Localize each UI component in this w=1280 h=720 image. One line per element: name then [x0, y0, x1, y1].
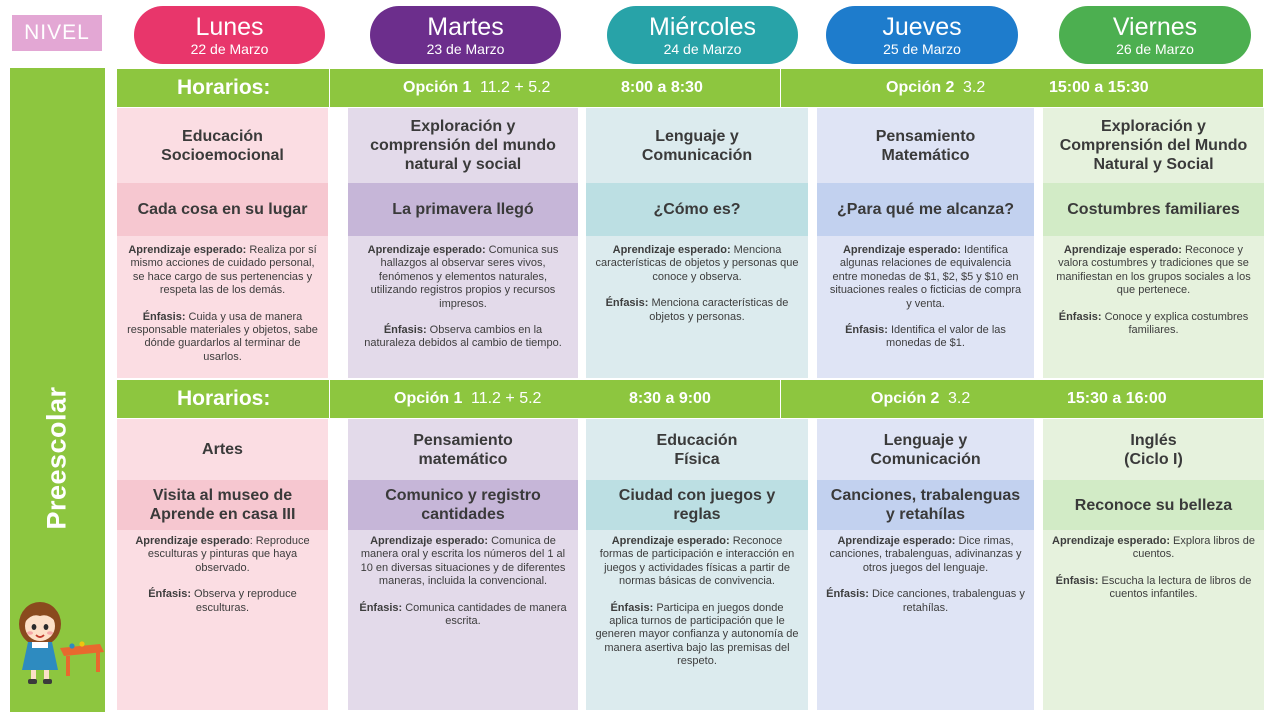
enfasis-label: Énfasis:	[383, 324, 427, 337]
day-name: Viernes	[1112, 12, 1198, 41]
topic-text: ¿Para qué me alcanza?	[837, 201, 1014, 218]
option-2-label: Opción 2	[886, 79, 955, 96]
aprendizaje-esperado	[126, 535, 319, 575]
day-pill	[826, 6, 1018, 64]
aprendizaje-text: Reconoce y valora costumbres y tradiciones que se manifiestan en los grupos sociales a los que pertenece.	[1056, 244, 1251, 297]
aprendizaje-esperado	[826, 535, 1025, 575]
day-name: Miércoles	[649, 12, 756, 41]
aprendizaje-text: : Reproduce esculturas y pinturas que haya observado.	[147, 535, 310, 574]
enfasis	[357, 602, 569, 629]
day-name: Martes	[427, 12, 504, 41]
aprendizaje-label: Aprendizaje esperado:	[612, 244, 731, 256]
subject-text: Lenguaje y Comunicación	[870, 431, 981, 468]
enfasis-text: Cuida y usa de manera responsable materiales y objetos, sabe dónde guardarlos al terminar de usarlos.	[127, 310, 318, 363]
aprendizaje-text: Menciona características de objetos y personas que conoce y observa.	[595, 244, 799, 283]
topic-text: La primavera llegó	[392, 201, 534, 218]
day-date: 25 de Marzo	[883, 40, 961, 57]
topic-title	[348, 480, 578, 530]
day-date: 22 de Marzo	[190, 40, 269, 57]
schedule-cell	[117, 108, 328, 378]
subject-text: Pensamiento matemático	[413, 431, 513, 468]
enfasis-text: Identifica el valor de las monedas de $1.	[886, 324, 1006, 350]
aprendizaje-esperado	[126, 244, 319, 298]
aprendizaje-esperado	[595, 244, 799, 284]
topic-text: Costumbres familiares	[1067, 201, 1240, 218]
enfasis-label: Énfasis:	[1058, 310, 1102, 323]
option-1-channels: 11.2 + 5.2	[471, 390, 542, 407]
horarios-label: Horarios:	[177, 387, 271, 410]
schedule-cell	[117, 419, 328, 710]
schedule-cell	[1043, 419, 1264, 710]
enfasis-label: Énfasis:	[148, 588, 191, 601]
subject-text: Inglés (Ciclo I)	[1124, 431, 1183, 468]
day-name: Jueves	[882, 12, 962, 41]
aprendizaje-label: Aprendizaje esperado:	[1052, 535, 1170, 547]
girl-illustration-icon	[14, 596, 106, 686]
enfasis-label: Énfasis:	[610, 601, 654, 614]
enfasis-text: Participa en juegos donde aplica turnos de participación que le generen mayor confianza y autonomía de manera asertiva bajo las premisas del respeto.	[595, 601, 799, 668]
enfasis-label: Énfasis:	[826, 588, 869, 601]
horarios-bar	[117, 380, 1263, 418]
option-2-time: 15:00 a 15:30	[1049, 79, 1149, 96]
enfasis	[826, 324, 1025, 351]
enfasis	[357, 324, 569, 351]
topic-title	[817, 183, 1034, 236]
option-1-channels: 11.2 + 5.2	[480, 79, 551, 96]
aprendizaje-esperado	[1052, 535, 1255, 562]
aprendizaje-esperado	[1052, 244, 1255, 298]
day-pill	[134, 6, 325, 64]
enfasis-text: Comunica cantidades de manera escrita.	[402, 601, 567, 628]
option-2-time: 15:30 a 16:00	[1067, 390, 1167, 407]
topic-title	[117, 480, 328, 530]
schedule-cell	[348, 419, 578, 710]
aprendizaje-esperado	[357, 535, 569, 589]
enfasis-text: Escucha la lectura de libros de cuentos infantiles.	[1098, 574, 1252, 601]
bar-divider	[780, 69, 781, 107]
subject-title	[817, 108, 1034, 183]
bar-divider	[329, 380, 330, 418]
option-1-label: Opción 1	[394, 390, 463, 407]
subject-text: Exploración y Comprensión del Mundo Natural y Social	[1059, 118, 1248, 173]
aprendizaje-esperado	[357, 244, 569, 311]
aprendizaje-text: Realiza por sí mismo acciones de cuidado personal, se hace cargo de sus pertenencias y respeta las de los demás.	[130, 244, 317, 297]
enfasis-text: Dice canciones, trabalenguas y retahílas.	[868, 588, 1025, 614]
bar-divider	[780, 380, 781, 418]
enfasis-label: Énfasis:	[845, 324, 888, 337]
subject-title	[1043, 419, 1264, 480]
schedule-cell	[586, 419, 808, 710]
enfasis-text: Observa cambios en la naturaleza debidos al cambio de tiempo.	[364, 324, 562, 350]
aprendizaje-text: Reconoce formas de participación e interacción en juegos y actividades físicas a partir de normas básicas de convivencia.	[599, 535, 795, 588]
topic-text: Visita al museo de Aprende en casa III	[149, 487, 296, 523]
topic-text: ¿Cómo es?	[653, 201, 741, 218]
enfasis	[826, 588, 1025, 615]
horarios-label: Horarios:	[177, 76, 271, 99]
learning-description	[348, 244, 578, 351]
subject-text: Artes	[202, 441, 243, 458]
learning-description	[1043, 244, 1264, 337]
topic-title	[1043, 480, 1264, 530]
enfasis-label: Énfasis:	[359, 601, 403, 614]
option-2-label: Opción 2	[871, 390, 940, 407]
topic-text: Reconoce su belleza	[1074, 496, 1233, 514]
enfasis	[595, 297, 799, 324]
horarios-bar	[117, 69, 1263, 107]
day-date: 24 de Marzo	[663, 40, 742, 57]
aprendizaje-label: Aprendizaje esperado:	[370, 535, 489, 547]
option-1-label: Opción 1	[403, 79, 472, 96]
day-date: 23 de Marzo	[426, 40, 505, 57]
topic-title	[117, 183, 328, 236]
aprendizaje-text: Identifica algunas relaciones de equivalencia entre monedas de $1, $2, $5 y $10 en situaciones reales o ficticias de compra y venta.	[829, 244, 1022, 310]
enfasis-label: Énfasis:	[142, 310, 186, 323]
day-date: 26 de Marzo	[1116, 40, 1194, 57]
learning-description	[1043, 535, 1264, 602]
topic-title	[817, 480, 1034, 530]
subject-title	[117, 108, 328, 183]
bar-divider	[329, 69, 330, 107]
option-2-channels: 3.2	[963, 79, 986, 96]
schedule-cell	[586, 108, 808, 378]
enfasis-label: Énfasis:	[1055, 574, 1099, 587]
subject-title	[348, 419, 578, 480]
learning-description	[348, 535, 578, 628]
learning-description	[117, 244, 328, 364]
topic-text: Comunico y registro cantidades	[385, 487, 541, 523]
subject-title	[586, 108, 808, 183]
enfasis-text: Menciona características de objetos y personas.	[648, 297, 789, 323]
enfasis	[126, 311, 319, 365]
subject-text: Exploración y comprensión del mundo natural y social	[370, 118, 556, 173]
day-name: Lunes	[195, 12, 264, 41]
day-pill	[1059, 6, 1251, 64]
subject-title	[117, 419, 328, 480]
enfasis-text: Conoce y explica costumbres familiares.	[1101, 310, 1249, 337]
day-pill	[370, 6, 561, 64]
enfasis	[1052, 575, 1255, 602]
aprendizaje-label: Aprendizaje esperado:	[837, 535, 956, 547]
topic-title	[586, 183, 808, 236]
aprendizaje-label: Aprendizaje esperado:	[367, 244, 486, 256]
schedule-cell	[348, 108, 578, 378]
enfasis	[126, 588, 319, 615]
enfasis	[1052, 311, 1255, 338]
aprendizaje-label: Aprendizaje esperado:	[842, 244, 961, 256]
schedule-cell	[817, 419, 1034, 710]
aprendizaje-esperado	[826, 244, 1025, 311]
topic-text: Ciudad con juegos y reglas	[618, 487, 776, 523]
schedule-cell	[817, 108, 1034, 378]
subject-text: Pensamiento Matemático	[875, 127, 976, 164]
subject-text: Lenguaje y Comunicación	[641, 127, 753, 164]
subject-title	[817, 419, 1034, 480]
option-1-time: 8:30 a 9:00	[629, 390, 711, 407]
topic-title	[348, 183, 578, 236]
learning-description	[117, 535, 328, 615]
day-pill	[607, 6, 798, 64]
topic-title	[586, 480, 808, 530]
learning-description	[586, 244, 808, 324]
aprendizaje-esperado	[595, 535, 799, 589]
schedule-cell	[1043, 108, 1264, 378]
aprendizaje-text: Dice rimas, canciones, trabalenguas, adivinanzas y otros juegos del lenguaje.	[829, 535, 1022, 574]
subject-text: Educación Socioemocional	[161, 127, 284, 164]
aprendizaje-label: Aprendizaje esperado:	[128, 244, 247, 256]
aprendizaje-label: Aprendizaje esperado:	[1063, 244, 1182, 256]
aprendizaje-label: Aprendizaje esperado:	[611, 535, 730, 547]
enfasis-label: Énfasis:	[605, 297, 649, 310]
enfasis-text: Observa y reproduce esculturas.	[191, 588, 297, 614]
subject-title	[348, 108, 578, 183]
level-label: Preescolar	[41, 386, 72, 530]
option-1-time: 8:00 a 8:30	[621, 79, 703, 96]
subject-text: Educación Física	[656, 431, 738, 468]
topic-text: Canciones, trabalenguas y retahílas	[830, 487, 1021, 523]
nivel-label: NIVEL	[12, 15, 102, 51]
subject-title	[586, 419, 808, 480]
topic-text: Cada cosa en su lugar	[137, 201, 308, 218]
learning-description	[817, 244, 1034, 351]
topic-title	[1043, 183, 1264, 236]
enfasis	[595, 602, 799, 669]
option-2-channels: 3.2	[948, 390, 971, 407]
aprendizaje-label: Aprendizaje esperado	[135, 535, 250, 547]
aprendizaje-text: Explora libros de cuentos.	[1132, 535, 1255, 561]
subject-title	[1043, 108, 1264, 183]
aprendizaje-text: Comunica sus hallazgos al observar seres vivos, fenómenos y elementos naturales, utilizando registros propios y recursos impresos.	[370, 244, 559, 310]
aprendizaje-text: Comunica de manera oral y escrita los números del 1 al 10 en diversas situaciones y de diferentes maneras, incluida la convencional.	[360, 535, 566, 588]
learning-description	[586, 535, 808, 669]
learning-description	[817, 535, 1034, 615]
